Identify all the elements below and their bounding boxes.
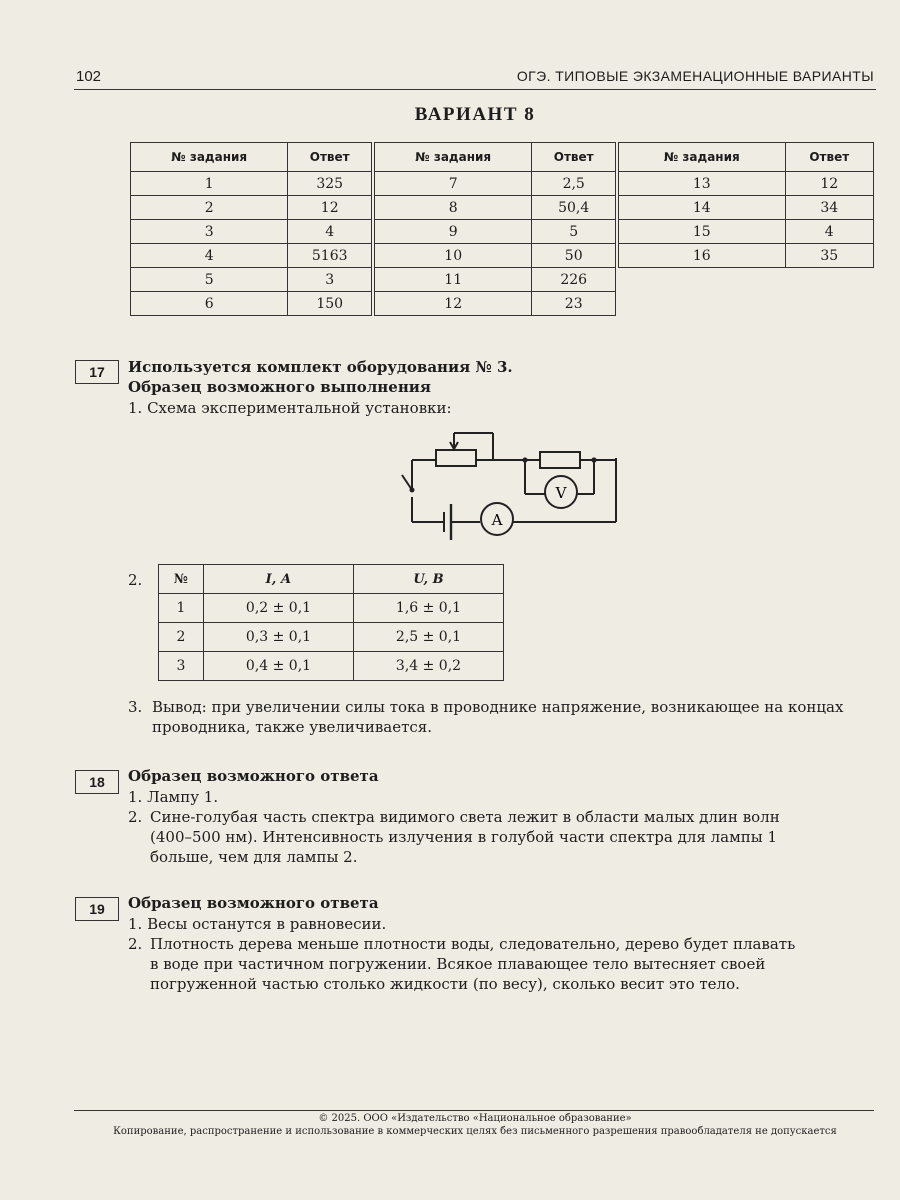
answer-row xyxy=(131,172,372,196)
junction-dot xyxy=(591,457,596,462)
task-17-title: Используется комплект оборудования № 3. xyxy=(128,358,513,376)
switch-contact xyxy=(411,489,414,492)
footer-copyright: © 2025. ООО «Издательство «Национальное образование» xyxy=(318,1113,632,1124)
variant-title: ВАРИАНТ 8 xyxy=(414,104,536,125)
task-number-cell: 14 xyxy=(619,196,786,220)
answer-cell: 50 xyxy=(532,244,616,268)
task-18-number: 18 xyxy=(75,770,119,794)
answer-cell: 12 xyxy=(785,172,873,196)
answer-cell: 5163 xyxy=(288,244,372,268)
answer-row xyxy=(375,292,616,316)
running-title: ОГЭ. ТИПОВЫЕ ЭКЗАМЕНАЦИОННЫЕ ВАРИАНТЫ xyxy=(516,68,874,84)
answer-cell: 4 xyxy=(785,220,873,244)
answer-cell: 325 xyxy=(288,172,372,196)
answer-row xyxy=(375,220,616,244)
page-number: 102 xyxy=(76,68,102,85)
current-cell: 0,2 ± 0,1 xyxy=(204,594,354,623)
answer-cell: 5 xyxy=(532,220,616,244)
answer-row xyxy=(619,244,874,268)
task-19-item-2-num: 2. xyxy=(128,935,143,953)
answer-cell: 34 xyxy=(785,196,873,220)
voltmeter-label: V xyxy=(555,484,567,502)
task-number-cell: 2 xyxy=(131,196,288,220)
answer-cell: 3 xyxy=(288,268,372,292)
footer-rule xyxy=(74,1110,874,1111)
task-19-item-2-line-3: погруженной частью столько жидкости (по весу), сколько весит это тело. xyxy=(150,975,740,993)
row-number-cell: 1 xyxy=(159,594,204,623)
col-task-header: № задания xyxy=(131,143,288,172)
footer-notice: Копирование, распространение и использование в коммерческих целях без письменного разрешения правообладателя не допускается xyxy=(113,1126,837,1137)
task-17-step-1: 1. Схема экспериментальной установки: xyxy=(128,399,452,417)
answer-cell: 23 xyxy=(532,292,616,316)
task-17-number: 17 xyxy=(75,360,119,384)
circuit-diagram xyxy=(400,425,630,545)
task-18-title: Образец возможного ответа xyxy=(128,767,379,785)
answer-row xyxy=(131,196,372,220)
answer-row xyxy=(375,196,616,220)
row-number-cell: 2 xyxy=(159,623,204,652)
task-17-conclusion-line-1: Вывод: при увеличении силы тока в проводнике напряжение, возникающее на концах xyxy=(152,698,844,716)
col-n-header: № xyxy=(159,565,204,594)
answer-cell: 50,4 xyxy=(532,196,616,220)
header-rule xyxy=(74,89,876,90)
task-17-subtitle: Образец возможного выполнения xyxy=(128,378,432,396)
answer-row xyxy=(375,268,616,292)
col-answer-header: Ответ xyxy=(288,143,372,172)
col-task-header: № задания xyxy=(619,143,786,172)
answer-row xyxy=(619,172,874,196)
task-number-cell: 16 xyxy=(619,244,786,268)
task-18-item-2-line-3: больше, чем для лампы 2. xyxy=(150,848,358,866)
answer-row xyxy=(619,196,874,220)
measurement-row xyxy=(159,623,504,652)
answer-cell: 35 xyxy=(785,244,873,268)
task-17-conclusion-num: 3. xyxy=(128,698,143,716)
answers-table-3 xyxy=(618,142,874,268)
task-17-step-2: 2. xyxy=(128,571,143,589)
answer-cell: 2,5 xyxy=(532,172,616,196)
task-number-cell: 13 xyxy=(619,172,786,196)
task-19-item-2-line-1: Плотность дерева меньше плотности воды, следовательно, дерево будет плавать xyxy=(150,935,796,953)
task-number-cell: 7 xyxy=(375,172,532,196)
task-number-cell: 11 xyxy=(375,268,532,292)
measurement-row xyxy=(159,652,504,681)
row-number-cell: 3 xyxy=(159,652,204,681)
measurements-table xyxy=(158,564,504,681)
task-19-item-1: 1. Весы останутся в равновесии. xyxy=(128,915,387,933)
task-18-item-1: 1. Лампу 1. xyxy=(128,788,219,806)
task-number-cell: 5 xyxy=(131,268,288,292)
col-i-header: I, А xyxy=(204,565,354,594)
answer-row xyxy=(131,220,372,244)
task-19-item-2-line-2: в воде при частичном погружении. Всякое плавающее тело вытесняет своей xyxy=(150,955,766,973)
task-number-cell: 12 xyxy=(375,292,532,316)
answer-cell: 226 xyxy=(532,268,616,292)
task-number-cell: 3 xyxy=(131,220,288,244)
task-number-cell: 9 xyxy=(375,220,532,244)
task-number-cell: 8 xyxy=(375,196,532,220)
task-number-cell: 6 xyxy=(131,292,288,316)
answer-cell: 12 xyxy=(288,196,372,220)
junction-dot xyxy=(522,457,527,462)
answer-cell: 150 xyxy=(288,292,372,316)
resistor-icon xyxy=(540,452,580,468)
answers-table-2 xyxy=(374,142,616,316)
voltage-cell: 2,5 ± 0,1 xyxy=(354,623,504,652)
voltage-cell: 3,4 ± 0,2 xyxy=(354,652,504,681)
current-cell: 0,3 ± 0,1 xyxy=(204,623,354,652)
answer-row xyxy=(375,244,616,268)
answer-cell: 4 xyxy=(288,220,372,244)
ammeter-label: A xyxy=(491,511,503,529)
col-u-header: U, В xyxy=(354,565,504,594)
answer-row xyxy=(619,220,874,244)
measurement-row xyxy=(159,594,504,623)
rheostat-icon xyxy=(436,450,476,466)
task-18-item-2-line-2: (400–500 нм). Интенсивность излучения в голубой части спектра для лампы 1 xyxy=(150,828,777,846)
task-number-cell: 1 xyxy=(131,172,288,196)
answer-row xyxy=(131,244,372,268)
task-19-number: 19 xyxy=(75,897,119,921)
task-number-cell: 15 xyxy=(619,220,786,244)
col-task-header: № задания xyxy=(375,143,532,172)
answer-row xyxy=(131,292,372,316)
task-number-cell: 10 xyxy=(375,244,532,268)
col-answer-header: Ответ xyxy=(785,143,873,172)
current-cell: 0,4 ± 0,1 xyxy=(204,652,354,681)
answer-row xyxy=(375,172,616,196)
voltage-cell: 1,6 ± 0,1 xyxy=(354,594,504,623)
task-19-title: Образец возможного ответа xyxy=(128,894,379,912)
answers-table-1 xyxy=(130,142,372,316)
task-number-cell: 4 xyxy=(131,244,288,268)
col-answer-header: Ответ xyxy=(532,143,616,172)
task-17-conclusion-line-2: проводника, также увеличивается. xyxy=(152,718,433,736)
switch-icon xyxy=(402,475,412,490)
task-18-item-2-num: 2. xyxy=(128,808,143,826)
task-18-item-2-line-1: Сине-голубая часть спектра видимого света лежит в области малых длин волн xyxy=(150,808,780,826)
answer-row xyxy=(131,268,372,292)
